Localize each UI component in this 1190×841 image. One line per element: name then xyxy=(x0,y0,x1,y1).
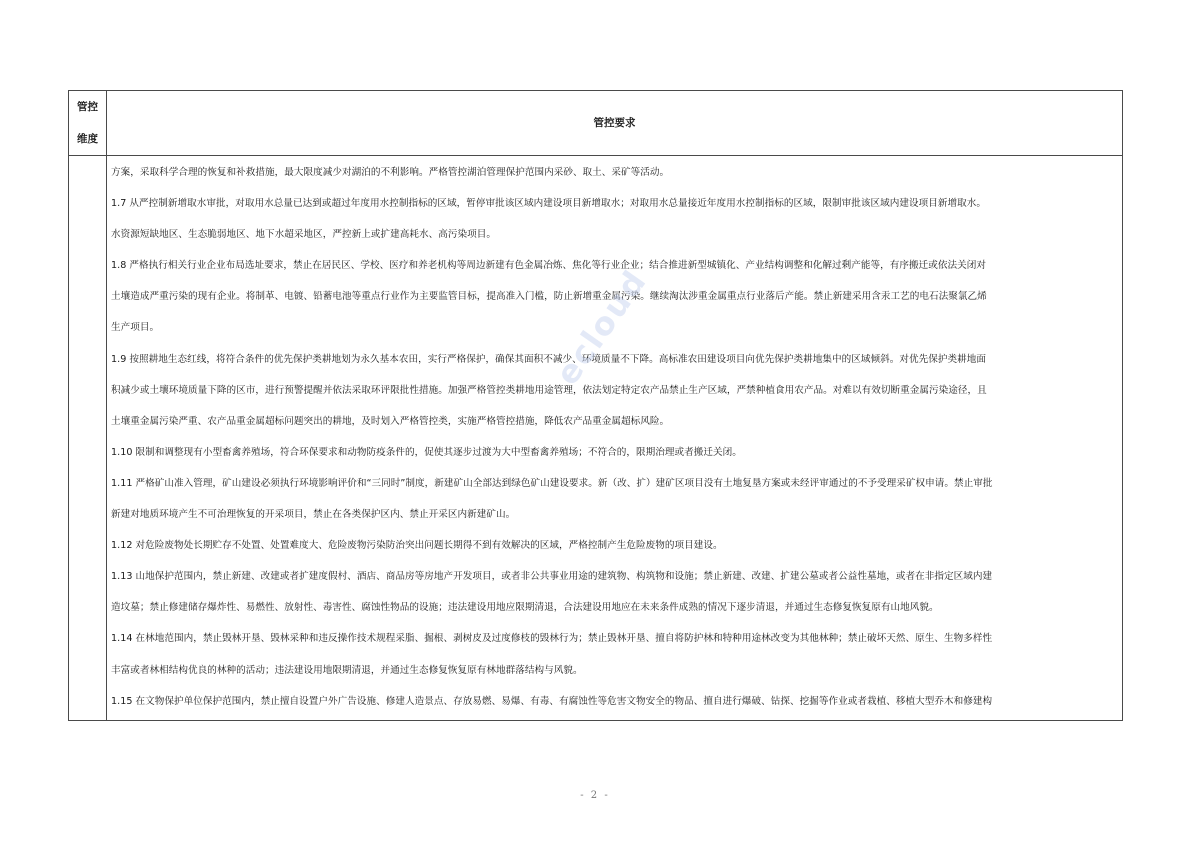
text-line: 新建对地质环境产生不可治理恢复的开采项目，禁止在各类保护区内、禁止开采区内新建矿山。 xyxy=(111,509,516,521)
text-line: 1.13 山地保护范围内，禁止新建、改建或者扩建度假村、酒店、商品房等房地产开发项目，或者非公共事业用途的建筑物、构筑物和设施；禁止新建、改建、扩建公墓或者公益性墓地，或者在非指定区域内建 xyxy=(111,571,993,583)
column-divider xyxy=(106,91,107,720)
text-line: 方案，采取科学合理的恢复和补救措施，最大限度减少对湖泊的不利影响。严格管控湖泊管理保护范围内采砂、取土、采矿等活动。 xyxy=(111,167,670,178)
header-control-requirement: 管控要求 xyxy=(593,117,636,129)
header-dimension-line1: 管控 xyxy=(77,101,98,113)
text-line: 1.12 对危险废物处长期贮存不处置、处置难度大、危险废物污染防治突出问题长期得不到有效解决的区域，严格控制产生危险废物的项目建设。 xyxy=(111,540,723,552)
text-line: 1.9 按照耕地生态红线，将符合条件的优先保护类耕地划为永久基本农田，实行严格保护，确保其面积不减少、环境质量不下降。高标准农田建设项目向优先保护类耕地集中的区域倾斜。对优先保护类耕地面 xyxy=(111,353,986,365)
page-number: - 2 - xyxy=(580,790,610,801)
text-line: 1.11 严格矿山准入管理，矿山建设必须执行环境影响评价和“三同时”制度，新建矿山全部达到绿色矿山建设要求。新（改、扩）建矿区项目没有土地复垦方案或未经评审通过的不予受理采矿权申请。禁止审批 xyxy=(111,477,993,489)
header-divider xyxy=(69,155,1122,156)
text-line: 1.8 严格执行相关行业企业布局选址要求，禁止在居民区、学校、医疗和养老机构等周边新建有色金属冶炼、焦化等行业企业；结合推进新型城镇化、产业结构调整和化解过剩产能等，有序搬迁或依法关闭对 xyxy=(111,260,986,272)
text-line: 生产项目。 xyxy=(111,322,160,334)
text-line: 1.14 在林地范围内，禁止毁林开垦、毁林采种和违反操作技术规程采脂、掘根、剥树皮及过度修枝的毁林行为；禁止毁林开垦、擅自将防护林和特种用途林改变为其他林种；禁止破坏天然、原生、生物多样性 xyxy=(111,633,993,645)
text-line: 水资源短缺地区、生态脆弱地区、地下水超采地区，严控新上或扩建高耗水、高污染项目。 xyxy=(111,229,496,241)
text-line: 积减少或土壤环境质量下降的区市，进行预警提醒并依法采取环评限批性措施。加强严格管控类耕地用途管理，依法划定特定农产品禁止生产区域，严禁种植食用农产品。对难以有效切断重金属污染途径，且 xyxy=(111,384,987,396)
header-dimension-line2: 维度 xyxy=(77,133,98,145)
text-line: 土壤造成严重污染的现有企业。将制革、电镀、铅蓄电池等重点行业作为主要监管目标，提高准入门槛，防止新增重金属污染。继续淘汰涉重金属重点行业落后产能。禁止新建采用含汞工艺的电石法聚氯乙烯 xyxy=(111,291,987,303)
watermark: ecloud xyxy=(548,262,655,392)
text-line: 丰富或者林相结构优良的林种的活动；违法建设用地限期清退，并通过生态修复恢复原有林地群落结构与风貌。 xyxy=(111,664,583,676)
header-control-dimension xyxy=(69,91,106,155)
text-line: 造坟墓；禁止修建储存爆炸性、易燃性、放射性、毒害性、腐蚀性物品的设施；违法建设用地应限期清退，合法建设用地应在未来条件成熟的情况下逐步清退，并通过生态修复恢复原有山地风貌。 xyxy=(111,602,939,614)
text-line: 1.7 从严控制新增取水审批，对取用水总量已达到或超过年度用水控制指标的区域，暂停审批该区域内建设项目新增取水；对取用水总量接近年度用水控制指标的区域，限制审批该区域内建设项目新增取水。 xyxy=(111,198,986,210)
text-line: 1.10 限制和调整现有小型畜禽养殖场，符合环保要求和动物防疫条件的，促使其逐步过渡为大中型畜禽养殖场；不符合的，限期治理或者搬迁关闭。 xyxy=(111,446,742,458)
text-line: 土壤重金属污染严重、农产品重金属超标问题突出的耕地，及时划入严格管控类，实施严格管控措施，降低农产品重金属超标风险。 xyxy=(111,415,670,427)
regulation-table xyxy=(68,90,1123,721)
text-line: 1.15 在文物保护单位保护范围内，禁止擅自设置户外广告设施、修建人造景点、存放易燃、易爆、有毒、有腐蚀性等危害文物安全的物品、擅自进行爆破、钻探、挖掘等作业或者栽植、移植大型乔木和修建构 xyxy=(111,695,993,707)
requirement-text xyxy=(111,157,1116,717)
